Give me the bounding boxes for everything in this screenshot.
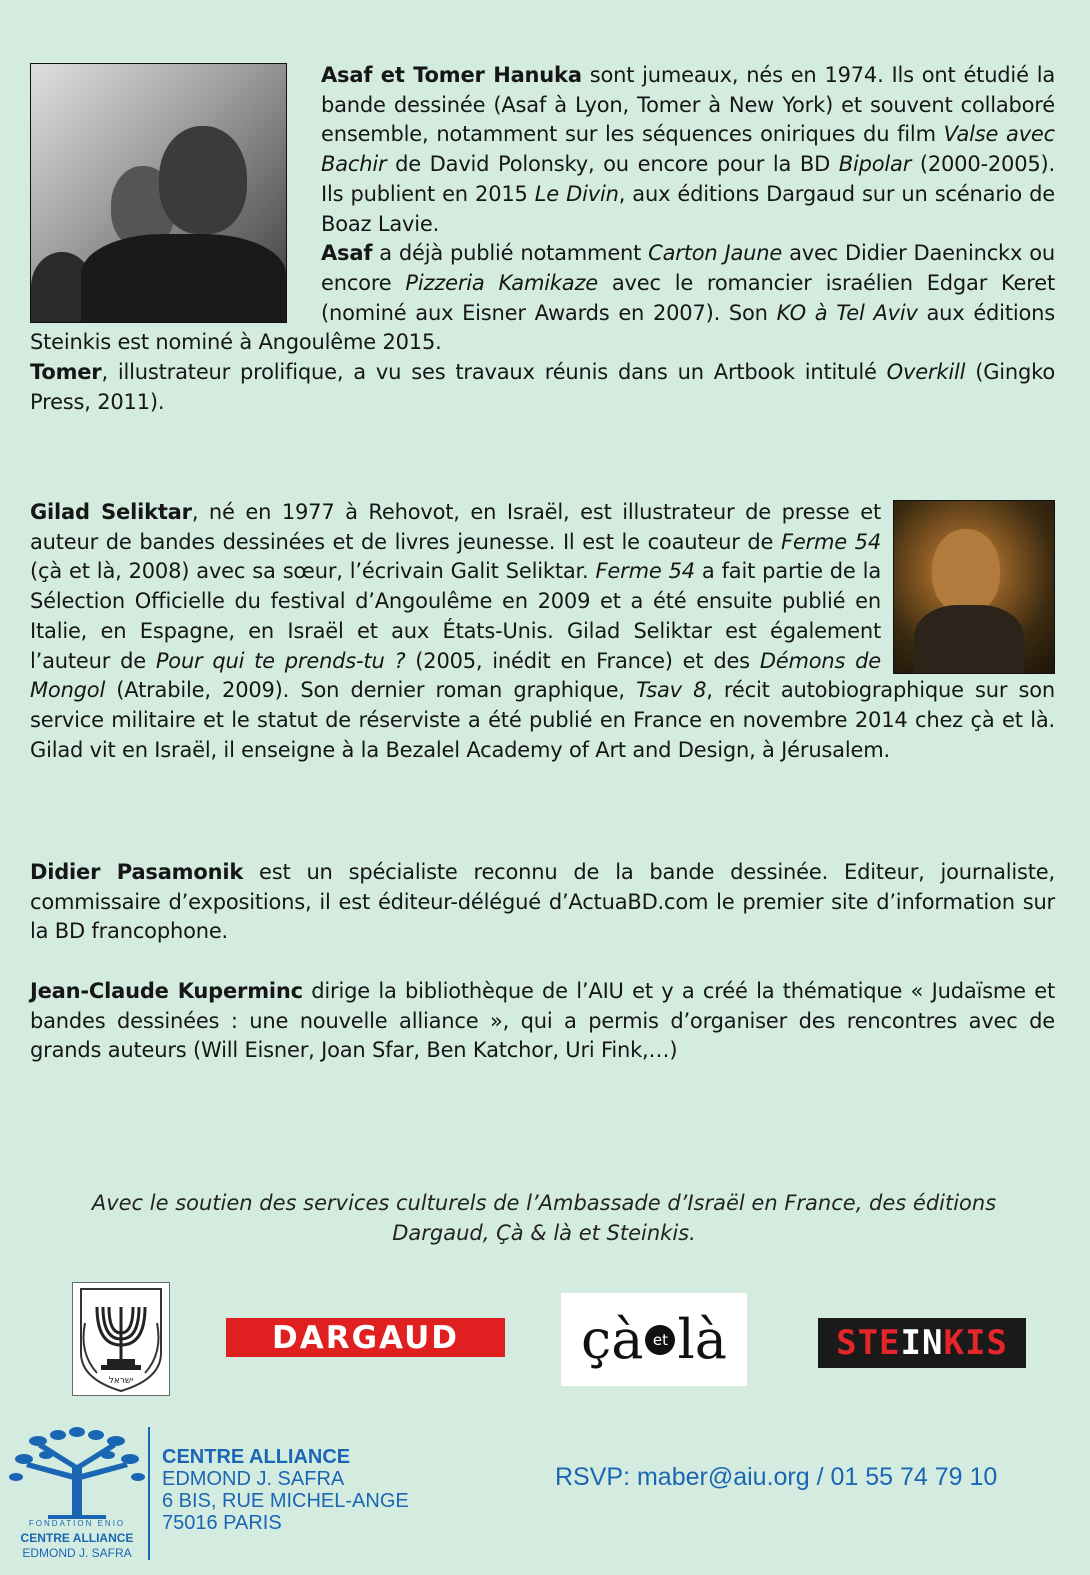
bio-didier xyxy=(30,858,1055,947)
bio-text: (çà et là, 2008) avec sa sœur, l’écrivain Galit Seliktar. xyxy=(30,559,596,584)
steinkis-text-c: KIS xyxy=(943,1323,1008,1363)
bio-text: avec le romancier israélien Edgar Keret (nominé aux Eisner Awards en 2007). Son xyxy=(321,270,1055,325)
rsvp-contact[interactable]: RSVP: maber@aiu.org / 01 55 74 79 10 xyxy=(555,1463,998,1491)
bio-text: de David Polonsky, ou encore pour la BD xyxy=(386,152,839,177)
emblem-text: ישראל xyxy=(108,1376,134,1386)
venue-line1: EDMOND J. SAFRA xyxy=(162,1468,345,1490)
footer-divider xyxy=(148,1427,150,1560)
dargaud-logo: DARGAUD xyxy=(226,1318,505,1357)
gilad-portrait-photo xyxy=(893,500,1055,674)
hanuka-twins-photo xyxy=(30,63,287,323)
bio-text: a déjà publié notamment xyxy=(372,241,649,266)
steinkis-text-b: IN xyxy=(900,1323,944,1363)
bio-text: a fait partie de la Sélection Officielle du festival d’Angoulême en 2009 et a été ensuite publié en Italie, en Espagne, en Israël et aux États-Unis. Gilad Seliktar est également l’auteur de xyxy=(30,559,881,673)
bio-text: , récit autobiographique sur son service militaire et le statut de réserviste a été publié en France en novembre 2014 chez çà et là. Gilad vit en Israël, il enseigne à la Bezalel Academy of Art and Design, à Jérusalem. xyxy=(30,678,1055,762)
menorah-icon xyxy=(73,1283,169,1395)
body-shape xyxy=(914,605,1024,674)
author-name: Didier Pasamonik xyxy=(30,860,244,884)
caetla-right-text: là xyxy=(677,1308,727,1371)
venue-street: 6 BIS, RUE MICHEL-ANGE xyxy=(162,1490,409,1512)
work-title: Pizzeria Kamikaze xyxy=(405,270,599,295)
work-title: Le Divin xyxy=(534,181,619,206)
body-shape xyxy=(81,234,286,323)
head-shape xyxy=(932,529,1000,613)
israel-emblem-logo xyxy=(72,1282,170,1396)
bio-text: (Gingko Press, 2011). xyxy=(30,360,1056,414)
venue-address xyxy=(162,1446,409,1534)
bio-text: dirige la bibliothèque de l’AIU et y a créé la thématique « Judaïsme et bandes dessinées : une nouvelle alliance », qui a permis d’organiser des rencontres avec de grands auteurs (Will Eisner, Joan Sfar, Ben Katchor, Uri Fink,…) xyxy=(30,979,1055,1063)
bio-gilad xyxy=(30,498,1055,765)
centre-alliance-logo xyxy=(8,1427,146,1561)
author-name: Asaf xyxy=(321,241,373,266)
support-credits: Avec le soutien des services culturels de l’Ambassade d’Israël en France, des éditions Dargaud, Çà & là et Steinkis. xyxy=(91,1191,997,1245)
caetla-et-badge: et xyxy=(645,1325,675,1355)
work-title: Valse avec Bachir xyxy=(321,122,1055,177)
author-name: Gilad Seliktar xyxy=(30,500,192,524)
bio-jean-claude xyxy=(30,977,1055,1066)
venue-city: 75016 PARIS xyxy=(162,1512,282,1534)
venue-name: CENTRE ALLIANCE xyxy=(162,1446,351,1468)
bio-text: avec Didier Daeninckx ou encore xyxy=(321,241,1055,295)
work-title: Ferme 54 xyxy=(780,529,882,554)
bio-text: (2005, inédit en France) et des xyxy=(405,648,760,673)
caetla-logo xyxy=(561,1293,747,1386)
work-title: Carton Jaune xyxy=(648,241,783,266)
bio-hanuka xyxy=(30,61,1055,417)
bio-text: , né en 1977 à Rehovot, en Israël, est illustrateur de presse et auteur de bandes dessinées et de livres jeunesse. Il est le coauteur de xyxy=(30,500,881,554)
author-name: Jean-Claude Kuperminc xyxy=(30,979,303,1003)
author-name: Tomer xyxy=(30,360,102,385)
bio-text: (2000-2005). Ils publient en 2015 xyxy=(321,152,1055,206)
work-title: Bipolar xyxy=(838,152,912,177)
work-title: Tsav 8 xyxy=(636,678,707,703)
work-title: KO à Tel Aviv xyxy=(776,300,918,325)
work-title: Ferme 54 xyxy=(595,559,695,584)
work-title: Démons de Mongol xyxy=(30,648,881,703)
head-shape xyxy=(159,126,247,234)
logo-line1: CENTRE ALLIANCE xyxy=(20,1531,134,1545)
author-name: Asaf et Tomer Hanuka xyxy=(321,63,582,87)
bio-text: sont jumeaux, nés en 1974. Ils ont étudié la bande dessinée (Asaf à Lyon, Tomer à New York) et souvent collaboré ensemble, notamment sur les séquences oniriques du film xyxy=(321,63,1055,147)
logo-foundation-text: FONDATION ENIO xyxy=(28,1519,126,1528)
bio-text: (Atrabile, 2009). Son dernier roman graphique, xyxy=(105,678,637,703)
caetla-left-text: çà xyxy=(581,1308,644,1371)
bio-text: est un spécialiste reconnu de la bande dessinée. Editeur, journaliste, commissaire d’expositions, il est éditeur-délégué d’ActuaBD.com le premier site d’information sur la BD francophone. xyxy=(30,860,1055,944)
bio-text: , aux éditions Dargaud sur un scénario de Boaz Lavie. xyxy=(321,181,1055,236)
steinkis-logo xyxy=(818,1318,1026,1368)
logo-line2: EDMOND J. SAFRA xyxy=(22,1546,132,1560)
work-title: Pour qui te prends-tu ? xyxy=(155,648,406,673)
tree-icon xyxy=(8,1427,146,1523)
bio-text: aux éditions Steinkis est nominé à Angoulême 2015. xyxy=(30,300,1055,355)
bio-text: , illustrateur prolifique, a vu ses travaux réunis dans un Artbook intitulé xyxy=(101,360,887,385)
steinkis-text-a: STE xyxy=(836,1323,901,1363)
work-title: Overkill xyxy=(886,360,966,385)
